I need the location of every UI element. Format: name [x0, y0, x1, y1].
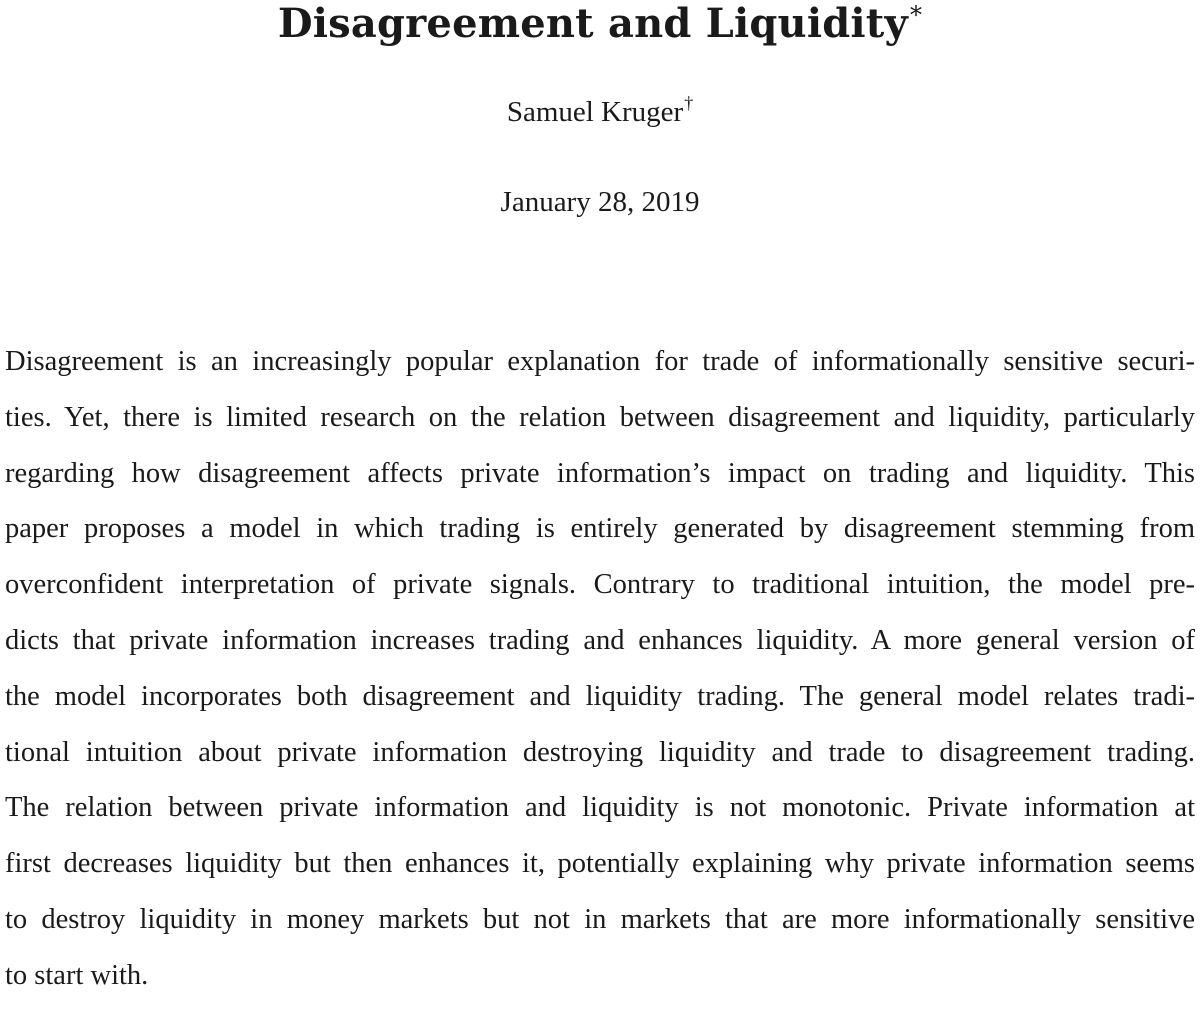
abstract-line: regarding how disagreement affects private information’s impact on trading and liquidity. This	[5, 457, 1195, 489]
abstract-line: dicts that private information increases trading and enhances liquidity. A more general version of	[5, 624, 1195, 656]
title-footnote-mark: *	[909, 1, 923, 29]
paper-author	[0, 94, 1200, 130]
abstract-line: ties. Yet, there is limited research on the relation between disagreement and liquidity, particularly	[5, 401, 1195, 433]
abstract	[5, 339, 1195, 1009]
paper-date: January 28, 2019	[500, 186, 700, 218]
abstract-line: paper proposes a model in which trading is entirely generated by disagreement stemming from	[5, 513, 1195, 545]
abstract-line: to start with.	[5, 959, 149, 991]
abstract-line: the model incorporates both disagreement and liquidity trading. The general model relates tradi-	[5, 680, 1195, 712]
paper-title-text: Disagreement and Liquidity	[277, 0, 908, 47]
abstract-line: first decreases liquidity but then enhances it, potentially explaining why private information seems	[5, 848, 1195, 880]
abstract-line: The relation between private information and liquidity is not monotonic. Private information at	[5, 792, 1195, 824]
abstract-line: overconfident interpretation of private signals. Contrary to traditional intuition, the model pre-	[5, 569, 1195, 601]
author-footnote-mark: †	[684, 93, 694, 113]
abstract-line: to destroy liquidity in money markets but not in markets that are more informationally sensitive	[5, 903, 1195, 935]
paper-title	[0, 0, 1200, 48]
author-name: Samuel Kruger	[506, 96, 684, 128]
abstract-line: Disagreement is an increasingly popular explanation for trade of informationally sensitive securi-	[5, 346, 1195, 377]
abstract-line: tional intuition about private information destroying liquidity and trade to disagreement trading.	[5, 736, 1195, 768]
